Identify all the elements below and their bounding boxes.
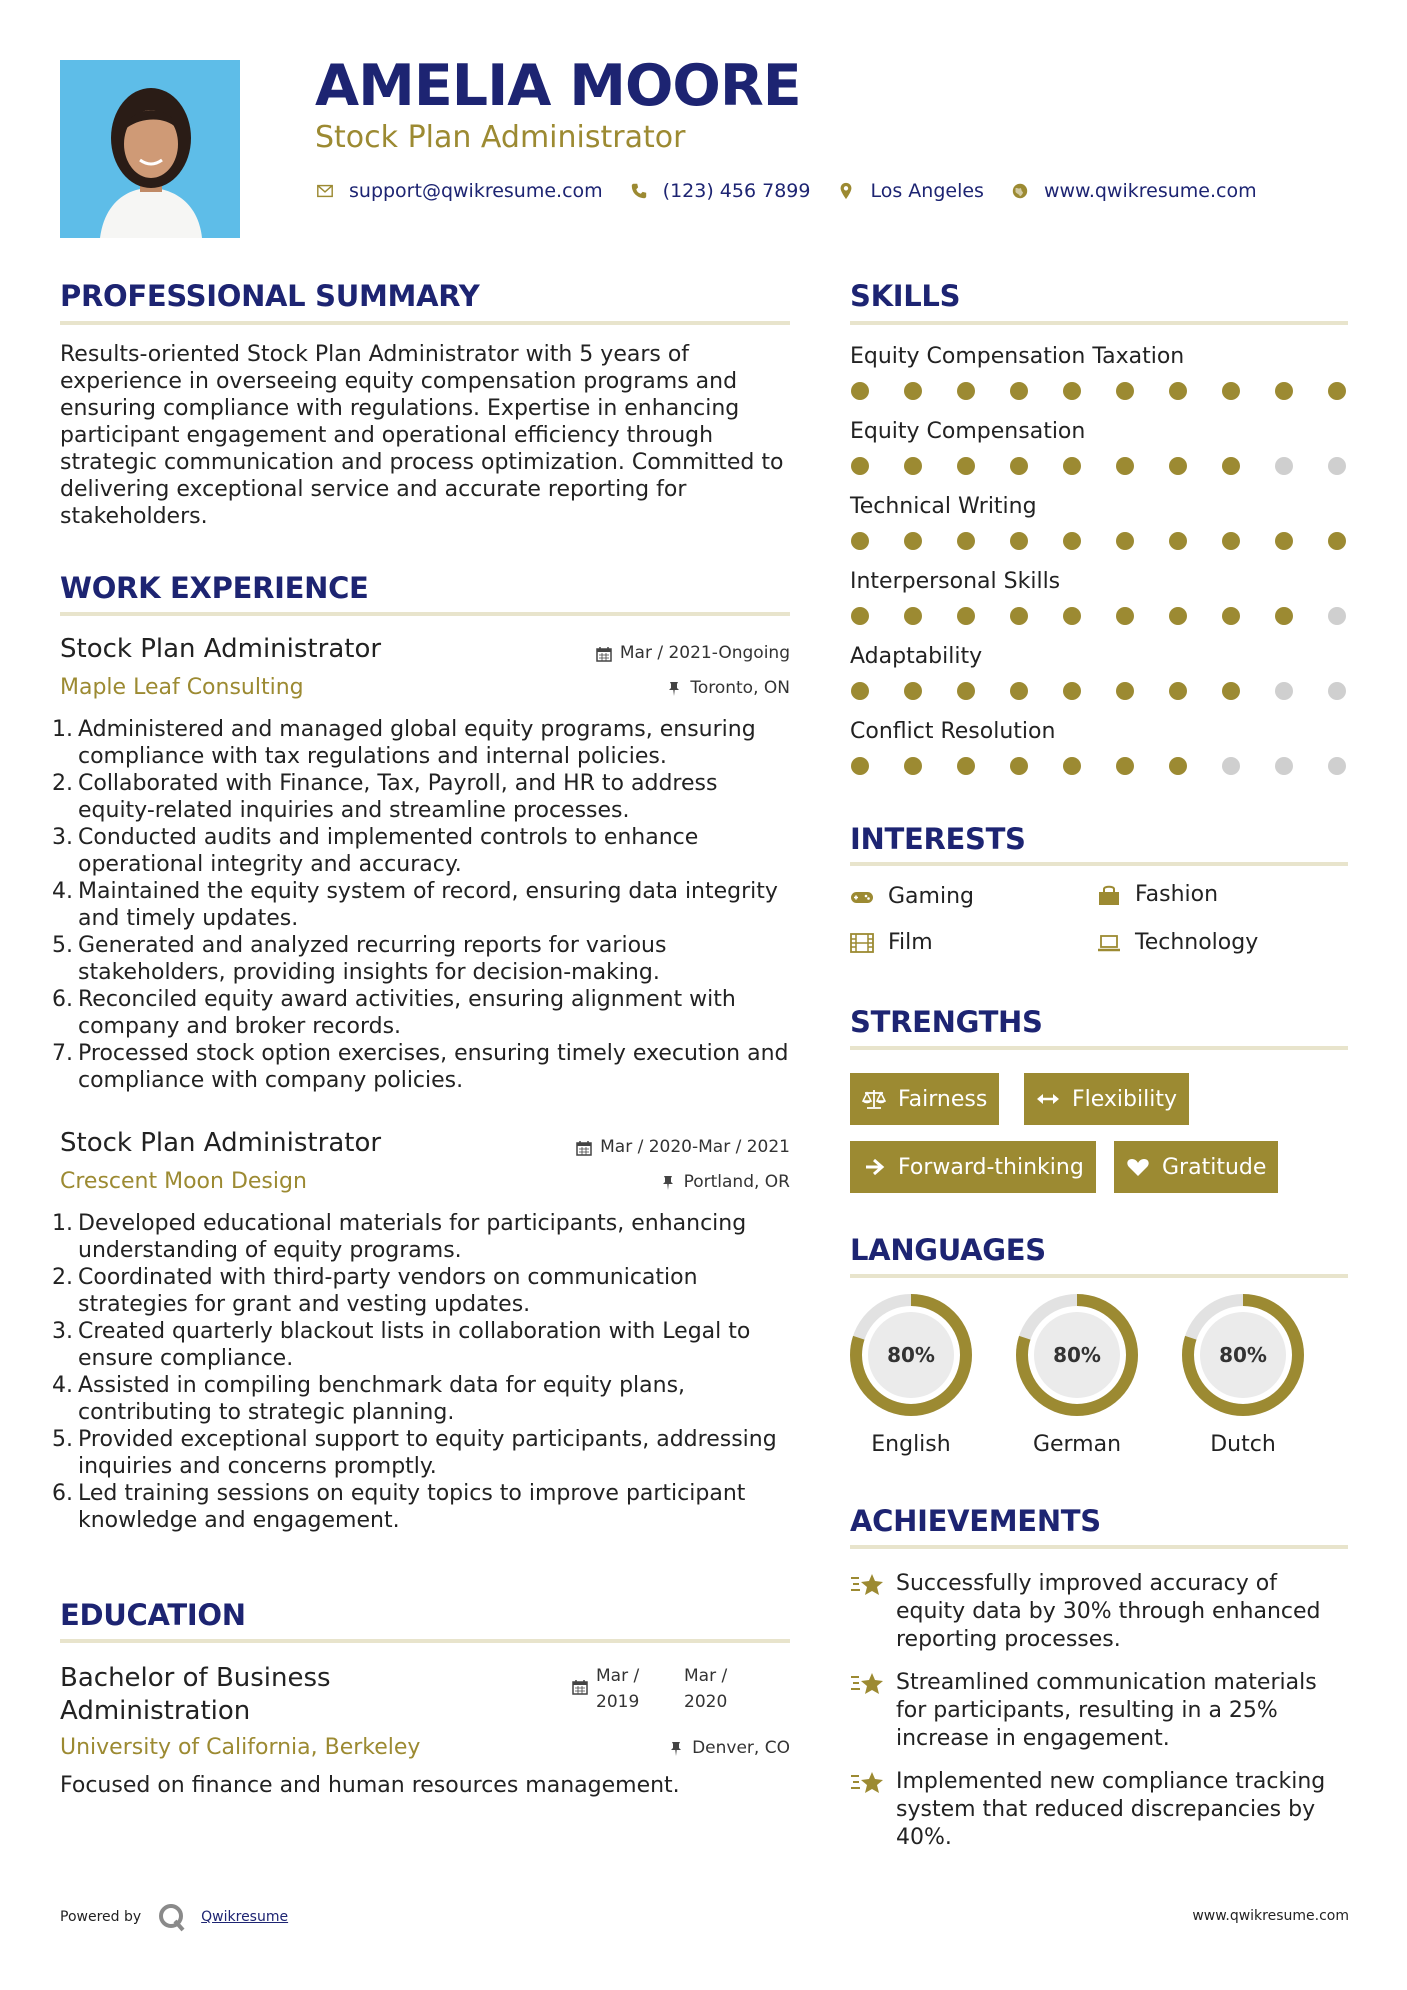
summary-text: Results-oriented Stock Plan Administrator with 5 years of experience in overseeing equity compensation programs and ensuring compliance with regulations. Expertise in enhancing participant engagement and operational efficiency through strategic communication and process optimization. Committed to delivering exceptional service and accurate reporting for stakeholders. (60, 342, 784, 529)
skill-dot-filled (1063, 682, 1081, 700)
skill-dot-filled (1222, 382, 1240, 400)
contact-location (836, 180, 983, 202)
list-item: 5. Provided exceptional support to equity participants, addressing inquiries and concerns promptly. (52, 1427, 777, 1479)
list-item: 6. Reconciled equity award activities, ensuring alignment with company and broker records. (52, 987, 736, 1039)
map-pin-icon (836, 181, 856, 201)
skill-dot-filled (851, 382, 869, 400)
job-title: Stock Plan Administrator (60, 634, 382, 664)
education-location (668, 1740, 790, 1757)
education-heading: EDUCATION (60, 1598, 246, 1632)
achievement-item: Successfully improved accuracy of equity data by 30% through enhanced reporting processes. (850, 1570, 1350, 1654)
skill-dot-filled (851, 607, 869, 625)
job-dates-text: Mar / 2020-Mar / 2021 (600, 1137, 790, 1157)
skill-name: Adaptability (850, 644, 983, 669)
skill-dot-filled (1275, 382, 1293, 400)
skill-dot-filled (1116, 382, 1134, 400)
interests-divider (850, 862, 1348, 866)
skill-dot-filled (1222, 682, 1240, 700)
balance-scale-icon (862, 1088, 888, 1110)
list-item: 6. Led training sessions on equity topics to improve participant knowledge and engagement. (52, 1481, 746, 1533)
summary-divider (60, 321, 790, 325)
interests-heading: INTERESTS (850, 822, 1026, 856)
skill-dot-filled (1116, 457, 1134, 475)
interest-technology: Technology (1097, 932, 1258, 954)
globe-icon (1010, 181, 1030, 201)
skill-dot-filled (904, 682, 922, 700)
skill-dot-filled (1116, 682, 1134, 700)
education-dates (572, 1663, 744, 1715)
skill-dot-filled (1222, 607, 1240, 625)
education-divider (60, 1639, 790, 1643)
skill-dot-filled (1169, 382, 1187, 400)
skill-dot-empty (1222, 757, 1240, 775)
skill-dot-filled (957, 607, 975, 625)
calendar-icon (596, 646, 612, 662)
strength-tag: Flexibility (1024, 1073, 1189, 1125)
skill-dot-filled (1116, 532, 1134, 550)
skill-dot-filled (1169, 607, 1187, 625)
pushpin-icon (666, 681, 682, 697)
list-item: 4. Assisted in compiling benchmark data for equity plans, contributing to strategic planning. (52, 1373, 686, 1425)
skill-dot-filled (904, 382, 922, 400)
list-item: 3. Conducted audits and implemented controls to enhance operational integrity and accuracy. (52, 825, 699, 877)
skill-dot-filled (1328, 382, 1346, 400)
skill-dot-filled (1063, 382, 1081, 400)
education-end: Mar / 2020 (684, 1666, 728, 1712)
job-location-text: Toronto, ON (690, 678, 790, 698)
language-name: German (1032, 1432, 1122, 1457)
list-item: 4. Maintained the equity system of record, ensuring data integrity and timely updates. (52, 879, 778, 931)
job-location (666, 680, 790, 697)
contact-phone[interactable] (629, 180, 811, 202)
job-company: Maple Leaf Consulting (60, 675, 304, 700)
skill-dot-filled (957, 532, 975, 550)
skill-dot-filled (904, 532, 922, 550)
skill-dot-filled (957, 757, 975, 775)
job-dates-text: Mar / 2021-Ongoing (619, 643, 790, 663)
skill-rating (851, 532, 1381, 550)
heart-icon (1126, 1156, 1152, 1178)
achievements-divider (850, 1545, 1348, 1549)
skill-dot-filled (904, 757, 922, 775)
skill-dot-filled (1063, 457, 1081, 475)
skill-dot-filled (1063, 532, 1081, 550)
skills-divider (850, 321, 1348, 325)
skill-name: Interpersonal Skills (850, 569, 1061, 594)
strengths-heading: STRENGTHS (850, 1005, 1043, 1039)
skill-dot-filled (1222, 457, 1240, 475)
skill-dot-filled (904, 457, 922, 475)
phone-icon (629, 181, 649, 201)
list-item: 2. Coordinated with third-party vendors on communication strategies for grant and vesting updates. (52, 1265, 698, 1317)
skill-dot-filled (957, 382, 975, 400)
strength-tag: Forward-thinking (850, 1141, 1096, 1193)
education-location-text: Denver, CO (692, 1738, 790, 1758)
footer-website[interactable]: www.qwikresume.com (1192, 1908, 1349, 1924)
email-text: support@qwikresume.com (349, 180, 603, 202)
calendar-icon (572, 1679, 588, 1695)
skill-name: Technical Writing (850, 494, 1037, 519)
interest-fashion: Fashion (1097, 884, 1218, 906)
arrow-right-icon (862, 1156, 888, 1178)
skill-dot-filled (957, 457, 975, 475)
strengths-divider (850, 1046, 1348, 1050)
achievements-heading: ACHIEVEMENTS (850, 1504, 1101, 1538)
skill-dot-filled (1010, 682, 1028, 700)
language-name: English (871, 1432, 951, 1457)
skill-dot-filled (1010, 457, 1028, 475)
contact-bar (315, 180, 1283, 202)
skills-heading: SKILLS (850, 279, 961, 313)
candidate-role: Stock Plan Administrator (315, 120, 686, 155)
skill-dot-filled (1116, 607, 1134, 625)
school: University of California, Berkeley (60, 1735, 421, 1760)
job-dates (596, 645, 790, 662)
shooting-star-icon (850, 1669, 886, 1699)
list-item: 2. Collaborated with Finance, Tax, Payroll, and HR to address equity-related inquiries and streamline processes. (52, 771, 718, 823)
skill-name: Equity Compensation (850, 419, 1086, 444)
job-title: Stock Plan Administrator (60, 1128, 382, 1158)
language-progress-ring (849, 1293, 973, 1417)
footer-powered-by: Powered by Qwikresume (60, 1902, 288, 1932)
strength-tag: Fairness (850, 1073, 999, 1125)
laptop-icon (1097, 932, 1121, 954)
skill-rating (851, 457, 1381, 475)
languages-heading: LANGUAGES (850, 1233, 1046, 1267)
skill-dot-filled (1063, 757, 1081, 775)
film-icon (850, 932, 874, 954)
job-company: Crescent Moon Design (60, 1169, 307, 1194)
summary-heading: PROFESSIONAL SUMMARY (60, 279, 480, 313)
skill-dot-filled (851, 757, 869, 775)
skill-dot-filled (904, 607, 922, 625)
location-text: Los Angeles (870, 180, 984, 202)
skill-dot-empty (1328, 607, 1346, 625)
education-note: Focused on finance and human resources management. (60, 1773, 680, 1798)
language-progress-ring (1181, 1293, 1305, 1417)
language-name: Dutch (1210, 1432, 1276, 1457)
skill-rating (851, 607, 1381, 625)
pushpin-icon (668, 1741, 684, 1757)
list-item: 3. Created quarterly blackout lists in collaboration with Legal to ensure compliance. (52, 1319, 751, 1371)
strength-tag: Gratitude (1114, 1141, 1278, 1193)
skill-dot-filled (1010, 382, 1028, 400)
shooting-star-icon (850, 1768, 886, 1798)
shopping-bag-icon (1097, 884, 1121, 906)
list-item: 5. Generated and analyzed recurring reports for various stakeholders, providing insights for decision-making. (52, 933, 667, 985)
language-item (1015, 1293, 1139, 1456)
interest-film: Film (850, 932, 933, 954)
achievement-item: Streamlined communication materials for participants, resulting in a 25% increase in engagement. (850, 1669, 1350, 1753)
envelope-icon (315, 181, 335, 201)
language-percent: 80% (1219, 1343, 1267, 1367)
skill-dot-filled (1063, 607, 1081, 625)
skill-dot-filled (957, 682, 975, 700)
degree: Bachelor of Business Administration (60, 1663, 331, 1726)
phone-text: (123) 456 7899 (662, 180, 811, 202)
language-item (849, 1293, 973, 1456)
skill-dot-filled (1328, 532, 1346, 550)
language-percent: 80% (1053, 1343, 1101, 1367)
skill-dot-filled (851, 532, 869, 550)
calendar-icon (576, 1140, 592, 1156)
profile-photo (60, 60, 240, 238)
list-item: 1. Administered and managed global equity programs, ensuring compliance with tax regulations and internal policies. (52, 717, 756, 769)
skill-dot-filled (1169, 457, 1187, 475)
job-dates (576, 1139, 790, 1156)
education-start: Mar / 2019 (596, 1666, 640, 1712)
list-item: 1. Developed educational materials for participants, enhancing understanding of equity programs. (52, 1211, 747, 1263)
website-text: www.qwikresume.com (1043, 180, 1257, 202)
skill-dot-filled (1010, 757, 1028, 775)
shooting-star-icon (850, 1570, 886, 1600)
languages-divider (850, 1274, 1348, 1278)
skill-dot-empty (1328, 757, 1346, 775)
skill-dot-filled (851, 682, 869, 700)
work-heading: WORK EXPERIENCE (60, 571, 369, 605)
qwikresume-logo-icon (157, 1902, 187, 1932)
job-location (660, 1174, 790, 1191)
work-divider (60, 612, 790, 616)
language-percent: 80% (887, 1343, 935, 1367)
skill-dot-filled (1222, 532, 1240, 550)
language-progress-ring (1015, 1293, 1139, 1417)
list-item: 7. Processed stock option exercises, ensuring timely execution and compliance with company policies. (52, 1041, 789, 1093)
language-item (1181, 1293, 1305, 1456)
skill-dot-filled (1169, 757, 1187, 775)
skill-rating (851, 682, 1381, 700)
skill-dot-empty (1328, 457, 1346, 475)
achievement-item: Implemented new compliance tracking system that reduced discrepancies by 40%. (850, 1768, 1350, 1852)
job-responsibilities (52, 716, 800, 1094)
job-location-text: Portland, OR (683, 1172, 790, 1192)
contact-email[interactable] (315, 180, 603, 202)
skill-dot-empty (1275, 457, 1293, 475)
gamepad-icon (850, 886, 874, 908)
skill-dot-filled (1169, 682, 1187, 700)
skill-dot-filled (1275, 532, 1293, 550)
pushpin-icon (660, 1175, 676, 1191)
candidate-name: AMELIA MOORE (315, 53, 801, 119)
skill-dot-empty (1275, 682, 1293, 700)
skill-dot-filled (1010, 607, 1028, 625)
contact-website[interactable] (1010, 180, 1257, 202)
skill-dot-filled (1275, 607, 1293, 625)
skill-name: Conflict Resolution (850, 719, 1056, 744)
skill-dot-empty (1275, 757, 1293, 775)
qwikresume-link[interactable]: Qwikresume (201, 1909, 289, 1925)
job-responsibilities (52, 1210, 800, 1534)
skill-dot-filled (1116, 757, 1134, 775)
skill-rating (851, 382, 1381, 400)
arrows-horizontal-icon (1036, 1088, 1062, 1110)
skill-dot-filled (851, 457, 869, 475)
skill-dot-empty (1328, 682, 1346, 700)
skill-dot-filled (1010, 532, 1028, 550)
skill-rating (851, 757, 1381, 775)
skill-name: Equity Compensation Taxation (850, 344, 1185, 369)
interest-gaming: Gaming (850, 886, 974, 908)
skill-dot-filled (1169, 532, 1187, 550)
